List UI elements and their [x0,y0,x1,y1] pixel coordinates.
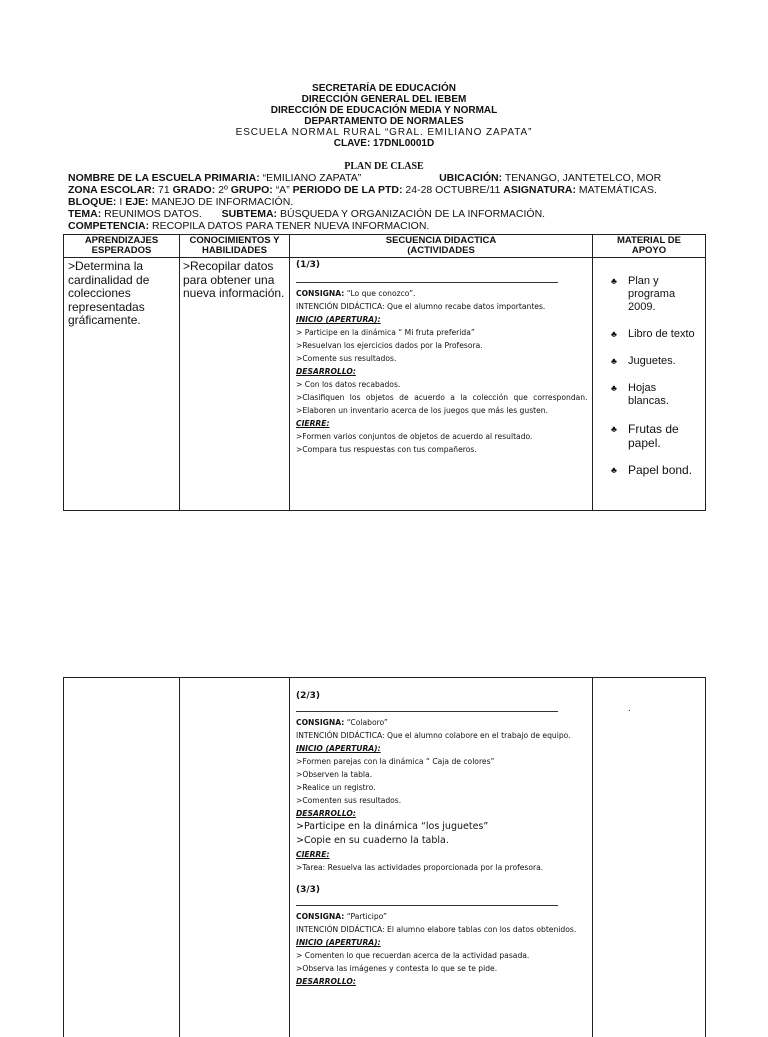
info-line-competencia [68,220,429,232]
material-list [611,275,699,491]
info-line-bloque [68,196,293,208]
session-2-inicio: INICIO (APERTURA): [296,744,381,753]
session-2-intencion: INTENCIÓN DIDÁCTICA: Que el alumno colabore en el trabajo de equipo. [296,731,571,740]
session-3-intencion: INTENCIÓN DIDÁCTICA: El alumno elabore tablas con los datos obtenidos. [296,925,577,934]
session-1-rule [296,282,558,283]
header-direccion-media: DIRECCIÓN DE EDUCACIÓN MEDIA Y NORMAL [270,105,498,116]
session-1-number: (1/3) [296,260,321,270]
material-item: ♣ Frutas de papel. [611,422,679,450]
material-item: ♣ Papel bond. [611,463,693,477]
eje-value: MANEJO DE INFORMACIÓN. [151,196,294,208]
session-3-rule [296,905,558,906]
header-aprendizajes: APRENDIZAJES ESPERADOS [84,235,159,256]
bloque-value: I [119,196,123,208]
info-line-zona [68,184,657,196]
session-2-inicio-item: >Comenten sus resultados. [296,796,402,805]
session-1-inicio-item: >Resuelvan los ejercicios dados por la Profesora. [296,341,483,350]
material-item: ♣ Hojas blancas. [611,382,669,407]
header-departamento: DEPARTAMENTO DE NORMALES [304,116,464,127]
ubicacion-label: UBICACIÓN: [439,172,503,184]
ubicacion-value: TENANGO, JANTETELCO, MOR [504,172,662,184]
header-secretaria: SECRETARÍA DE EDUCACIÓN [312,83,456,94]
session-3-consigna: CONSIGNA: “Participo” [296,912,387,921]
plan-title: PLAN DE CLASE [344,161,424,172]
session-1-cierre-item: >Formen varios conjuntos de objetos de acuerdo al resultado. [296,432,533,441]
session-2-number: (2/3) [296,691,321,701]
club-bullet-icon: ♣ [611,276,617,286]
subtema-value: BÚSQUEDA Y ORGANIZACIÓN DE LA INFORMACIÓN. [279,208,546,220]
session-1-cierre-item: >Compara tus respuestas con tus compañeros. [296,445,477,454]
asignatura-label: ASIGNATURA: [503,184,576,196]
grado-value: 2º [218,184,228,196]
eje-label: EJE: [125,196,149,208]
subtema-label: SUBTEMA: [221,208,278,220]
session-2-cierre: CIERRE: [296,850,330,859]
club-bullet-icon: ♣ [611,356,617,366]
tema-value: REUNIMOS DATOS. [104,208,202,220]
conocimientos-habilidades: >Recopilar datos para obtener una nueva información. [183,259,285,300]
session-1 [296,259,588,456]
material-item: ♣ Plan y programa 2009. [611,275,676,313]
session-1-desarrollo: DESARROLLO: [296,367,356,376]
session-2-consigna: CONSIGNA: “Colaboro” [296,718,388,727]
info-line-tema [68,208,545,220]
tema-label: TEMA: [68,208,102,220]
session-2-desarrollo-item: >Participe en la dinámica “los juguetes” [296,821,489,832]
club-bullet-icon: ♣ [611,465,617,475]
session-1-consigna: CONSIGNA: “Lo que conozco”. [296,289,416,298]
session-2-cierre-item: >Tarea: Resuelva las actividades proporcionada por la profesora. [296,863,544,872]
session-1-inicio: INICIO (APERTURA): [296,315,381,324]
escuela-label: NOMBRE DE LA ESCUELA PRIMARIA: [68,172,260,184]
session-3-inicio-item: >Observa las imágenes y contesta lo que se te pide. [296,964,498,973]
info-line-escuela [68,172,661,184]
header-clave: CLAVE: 17DNL0001D [333,138,435,149]
header-material: MATERIAL DE APOYO [616,235,682,256]
session-2 [296,690,588,988]
periodo-value: 24-28 OCTUBRE/11 [405,184,501,196]
competencia-value: RECOPILA DATOS PARA TENER NUEVA INFORMACION. [152,220,430,232]
club-bullet-icon: ♣ [611,383,617,393]
asignatura-value: MATEMÁTICAS. [578,184,657,196]
session-2-rule [296,711,558,712]
header-direccion-general: DIRECCIÓN GENERAL DEL IEBEM [301,94,467,105]
session-1-desarrollo-item: > Con los datos recabados. [296,380,401,389]
material-item: ♣ Juguetes. [611,355,676,367]
session-1-desarrollo-item: >Clasifiquen los objetos de acuerdo a la colección que correspondan. [296,393,588,402]
competencia-label: COMPETENCIA: [68,220,150,232]
material-item: ♣ Libro de texto [611,328,695,340]
session-1-intencion: INTENCIÓN DIDÁCTICA: Que el alumno recabe datos importantes. [296,302,546,311]
session-3-inicio-item: > Comenten lo que recuerdan acerca de la actividad pasada. [296,951,530,960]
grupo-label: GRUPO: [230,184,273,196]
session-3-number: (3/3) [296,885,321,895]
session-3-inicio: INICIO (APERTURA): [296,938,381,947]
header-conocimientos: CONOCIMIENTOS Y HABILIDADES [189,235,280,256]
periodo-label: PERIODO DE LA PTD: [292,184,403,196]
club-bullet-icon: ♣ [611,329,617,339]
grado-label: GRADO: [172,184,216,196]
aprendizajes-esperados: >Determina la cardinalidad de colecciones representadas gráficamente. [68,259,150,327]
session-2-inicio-item: >Formen parejas con la dinámica “ Caja de colores” [296,757,495,766]
session-1-desarrollo-item: >Elaboren un inventario acerca de los juegos que más les gusten. [296,406,549,415]
session-1-inicio-item: >Comente sus resultados. [296,354,397,363]
session-1-inicio-item: > Participe en la dinámica “ Mi fruta preferida” [296,328,475,337]
bloque-label: BLOQUE: [68,196,117,208]
zona-value: 71 [158,184,170,196]
header-escuela-normal: ESCUELA NORMAL RURAL “GRAL. EMILIANO ZAPATA” [235,127,533,138]
stray-dot: . [628,703,631,714]
session-1-cierre: CIERRE: [296,419,330,428]
grupo-value: “A” [275,184,290,196]
escuela-value: “EMILIANO ZAPATA” [262,172,362,184]
session-2-desarrollo: DESARROLLO: [296,809,356,818]
club-bullet-icon: ♣ [611,424,617,434]
session-2-inicio-item: >Observen la tabla. [296,770,373,779]
header-secuencia: SECUENCIA DIDACTICA (ACTIVIDADES [385,235,497,256]
session-2-inicio-item: >Realice un registro. [296,783,376,792]
zona-label: ZONA ESCOLAR: [68,184,156,196]
session-2-desarrollo-item: >Copie en su cuaderno la tabla. [296,835,449,846]
session-3-desarrollo: DESARROLLO: [296,977,356,986]
